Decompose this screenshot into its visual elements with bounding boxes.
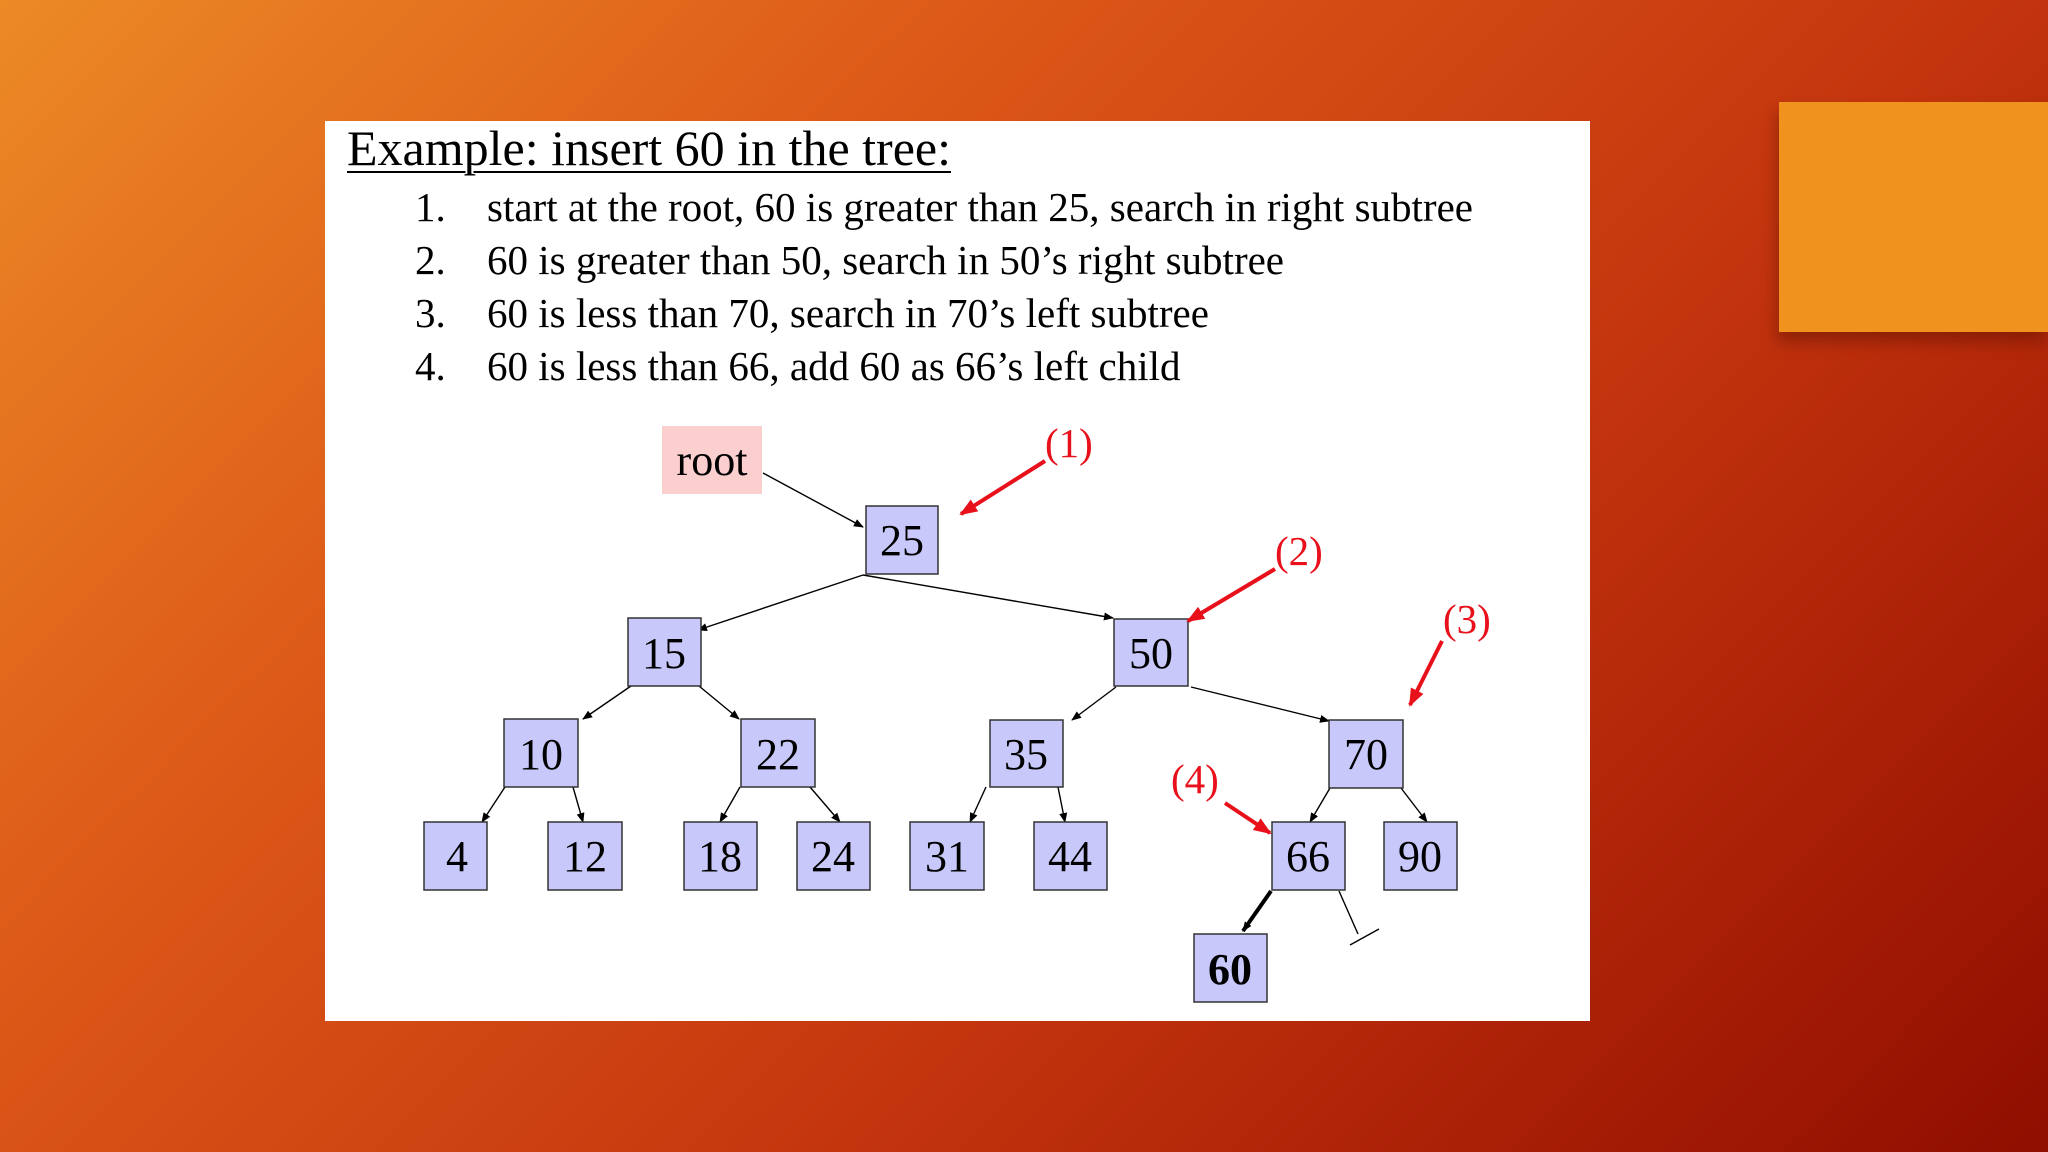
edge-50-35 xyxy=(1072,687,1116,720)
orange-accent-block xyxy=(1779,102,2048,332)
root-label-text: root xyxy=(676,436,748,485)
edge-50-70 xyxy=(1191,687,1329,721)
edge-15-10 xyxy=(583,686,631,719)
node-4 xyxy=(424,822,487,890)
step-text: start at the root, 60 is greater than 25, search in right subtree xyxy=(487,184,1473,230)
node-18-label: 18 xyxy=(698,832,742,881)
marker-2-label: (2) xyxy=(1275,528,1323,574)
node-12 xyxy=(548,822,622,890)
node-22 xyxy=(741,719,815,787)
node-31 xyxy=(910,822,984,890)
node-66-label: 66 xyxy=(1286,832,1330,881)
edge-35-31 xyxy=(970,787,986,822)
node-18 xyxy=(684,822,757,890)
edge-35-44 xyxy=(1058,787,1065,822)
node-60-inserted xyxy=(1194,934,1267,1002)
node-25 xyxy=(866,506,938,574)
node-60-label: 60 xyxy=(1208,945,1252,994)
null-ground-mark xyxy=(1350,929,1379,945)
node-10 xyxy=(504,719,578,787)
node-35-label: 35 xyxy=(1004,730,1048,779)
edge-66-null-right xyxy=(1339,891,1358,934)
node-90 xyxy=(1384,822,1457,890)
step-number: 2. xyxy=(415,237,446,283)
step-text: 60 is less than 66, add 60 as 66’s left child xyxy=(487,343,1181,389)
node-25-label: 25 xyxy=(880,516,924,565)
edge-25-50 xyxy=(863,575,1113,618)
marker-3-arrow xyxy=(1410,641,1442,705)
node-10-label: 10 xyxy=(519,730,563,779)
bst-diagram xyxy=(325,121,1590,1021)
step-number: 3. xyxy=(415,290,446,336)
edge-10-4 xyxy=(482,787,505,822)
node-70 xyxy=(1329,720,1403,788)
node-24 xyxy=(797,822,870,890)
node-50 xyxy=(1114,619,1188,686)
marker-1-arrow xyxy=(961,461,1045,514)
node-44-label: 44 xyxy=(1048,832,1092,881)
slide-title: Example: insert 60 in the tree: xyxy=(347,120,951,176)
node-50-label: 50 xyxy=(1129,629,1173,678)
node-44 xyxy=(1034,822,1107,890)
edge-root-25 xyxy=(763,473,863,527)
node-90-label: 90 xyxy=(1398,832,1442,881)
marker-2-arrow xyxy=(1188,569,1275,621)
node-12-label: 12 xyxy=(563,832,607,881)
node-35 xyxy=(990,720,1063,787)
node-31-label: 31 xyxy=(925,832,969,881)
root-label xyxy=(662,426,762,494)
edge-70-66 xyxy=(1310,788,1330,822)
step-text: 60 is greater than 50, search in 50’s right subtree xyxy=(487,237,1284,283)
step-number: 1. xyxy=(415,184,446,230)
marker-4-arrow xyxy=(1225,803,1270,833)
node-24-label: 24 xyxy=(811,832,855,881)
tree-nodes xyxy=(424,506,1457,1002)
node-15-label: 15 xyxy=(642,629,686,678)
marker-3-label: (3) xyxy=(1443,596,1491,642)
edge-15-22 xyxy=(699,686,739,719)
slide-content xyxy=(325,121,1590,1021)
node-22-label: 22 xyxy=(756,730,800,779)
edge-25-15 xyxy=(698,575,863,630)
edge-70-90 xyxy=(1401,788,1427,822)
node-70-label: 70 xyxy=(1344,730,1388,779)
node-15 xyxy=(628,618,701,686)
step-text: 60 is less than 70, search in 70’s left subtree xyxy=(487,290,1209,336)
edge-66-60-inserted xyxy=(1243,891,1271,931)
edge-22-18 xyxy=(720,787,740,822)
node-4-label: 4 xyxy=(446,832,468,881)
step-number: 4. xyxy=(415,343,446,389)
marker-1-label: (1) xyxy=(1045,420,1093,466)
edge-22-24 xyxy=(810,787,840,822)
node-66 xyxy=(1272,822,1345,890)
edge-10-12 xyxy=(573,787,583,822)
marker-4-label: (4) xyxy=(1171,756,1219,802)
